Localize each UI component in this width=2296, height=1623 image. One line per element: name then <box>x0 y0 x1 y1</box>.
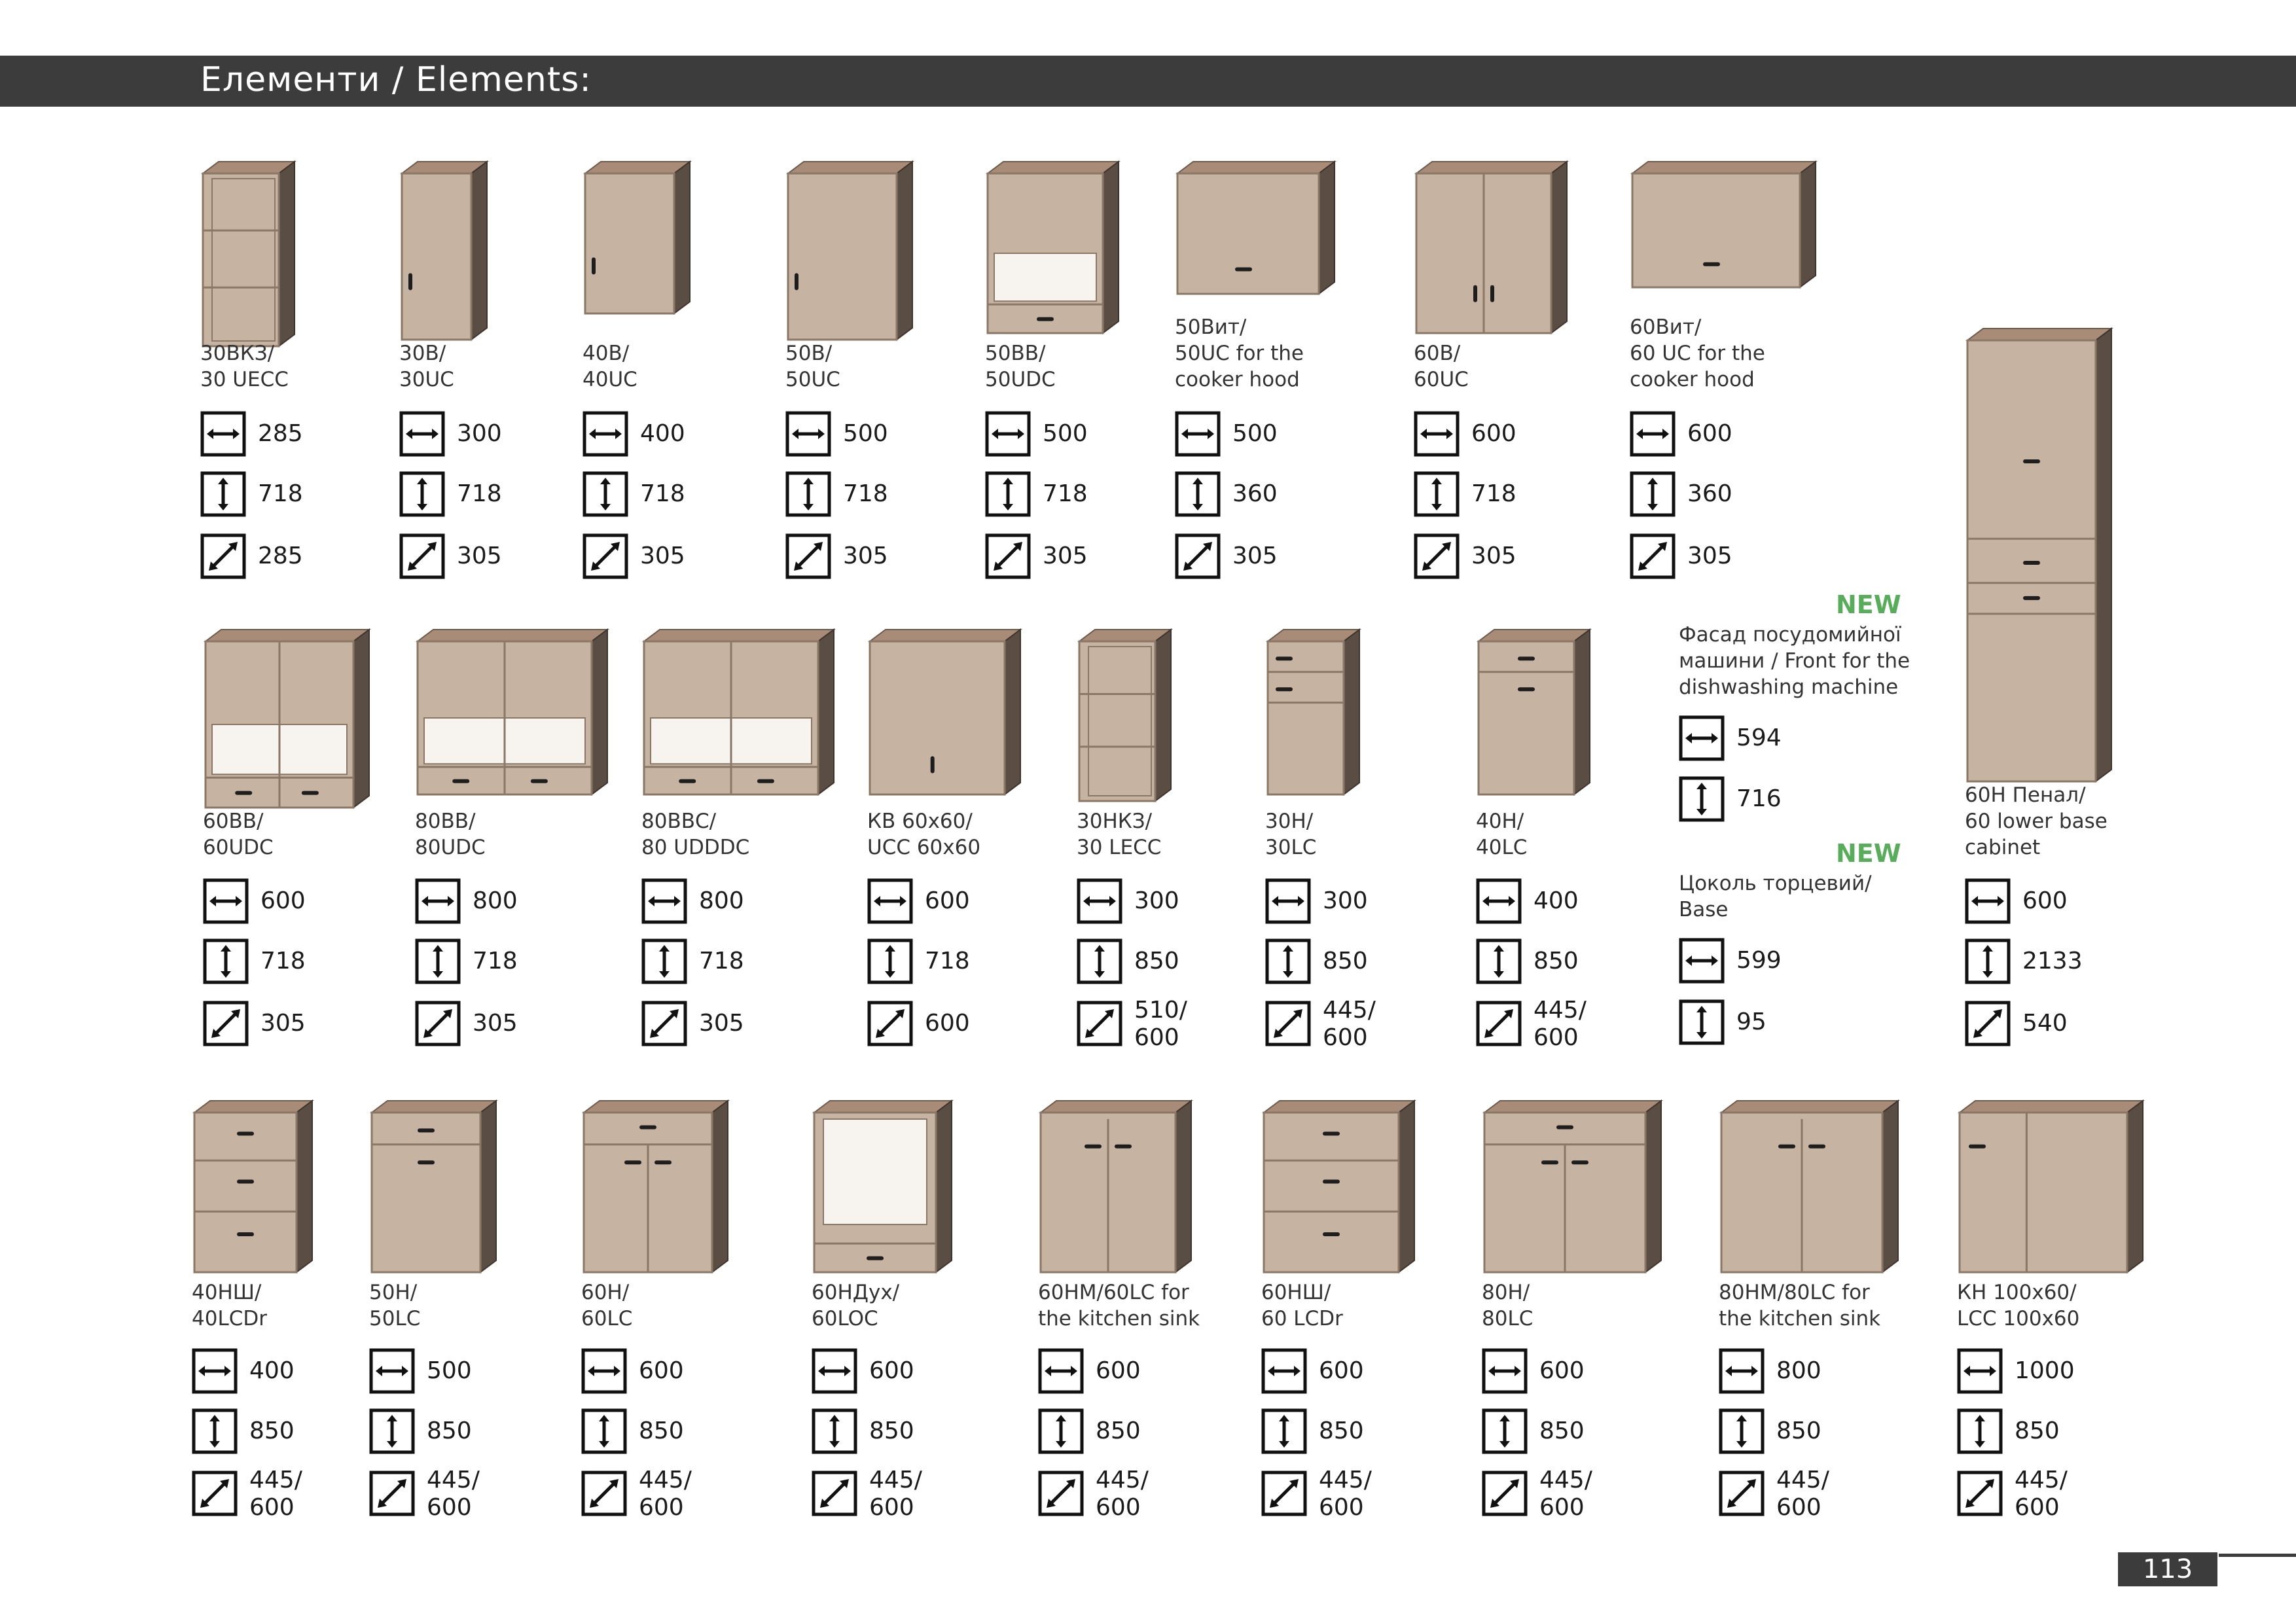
depth-value: 445/ 600 <box>1323 997 1376 1051</box>
height-value: 850 <box>1534 948 1579 974</box>
depth-value: 445/ 600 <box>639 1467 692 1521</box>
width-value: 600 <box>1687 420 1732 447</box>
width-value: 500 <box>1043 420 1088 447</box>
cabinet-illustration <box>867 628 1037 801</box>
item-label: 60В/ 60UC <box>1414 342 1469 391</box>
depth-value: 600 <box>925 1010 970 1037</box>
item-label: 60Н/ 60LC <box>581 1281 633 1330</box>
height-value: 718 <box>843 480 888 507</box>
depth-value: 285 <box>258 543 303 569</box>
item-label: 50ВВ/ 50UDC <box>985 342 1056 391</box>
item-label: 80Н/ 80LC <box>1482 1281 1534 1330</box>
cabinet-illustration <box>1077 628 1188 808</box>
height-value: 2133 <box>2022 948 2083 974</box>
item-label: 30НКЗ/ 30 LECC <box>1077 810 1162 859</box>
depth-value: 305 <box>473 1010 518 1037</box>
width-value: 600 <box>1096 1357 1141 1384</box>
item-label: КВ 60х60/ UCC 60х60 <box>867 810 981 859</box>
cabinet-illustration <box>1414 160 1584 340</box>
height-value: 850 <box>2015 1418 2060 1444</box>
height-value: 718 <box>473 948 518 974</box>
cabinet-illustration <box>1482 1099 1678 1279</box>
depth-value: 445/ 600 <box>1096 1467 1149 1521</box>
width-value: 600 <box>925 887 970 914</box>
depth-value: 305 <box>1232 543 1278 569</box>
height-value: 850 <box>1776 1418 1821 1444</box>
width-value: 800 <box>473 887 518 914</box>
item-label: 60ВВ/ 60UDC <box>203 810 274 859</box>
item-label: 40Н/ 40LC <box>1476 810 1528 859</box>
cabinet-illustration <box>1261 1099 1431 1279</box>
cabinet-illustration <box>985 160 1136 340</box>
depth-value: 510/ 600 <box>1134 997 1187 1051</box>
height-value: 718 <box>925 948 970 974</box>
height-value: 850 <box>1096 1418 1141 1444</box>
depth-value: 445/ 600 <box>427 1467 480 1521</box>
depth-value: 445/ 600 <box>1534 997 1587 1051</box>
cabinet-illustration <box>369 1099 513 1279</box>
item-label: 60НДух/ 60LOC <box>812 1281 900 1330</box>
item-label: 30ВКЗ/ 30 UECC <box>200 342 289 391</box>
item-label: 80НМ/80LC for the kitchen sink <box>1719 1281 1881 1330</box>
width-value: 600 <box>1539 1357 1585 1384</box>
height-value: 718 <box>260 948 306 974</box>
cabinet-illustration <box>785 160 929 346</box>
page-rule <box>2219 1554 2296 1557</box>
width-value: 400 <box>640 420 685 447</box>
item-label: 60НШ/ 60 LCDr <box>1261 1281 1343 1330</box>
width-value: 800 <box>699 887 744 914</box>
item-label: 80ВВС/ 80 UDDDC <box>641 810 750 859</box>
item-label: 30Н/ 30LC <box>1265 810 1317 859</box>
item-label: 40НШ/ 40LCDr <box>192 1281 267 1330</box>
width-value: 1000 <box>2015 1357 2075 1384</box>
cabinet-illustration <box>1965 327 2128 788</box>
height-value: 850 <box>869 1418 914 1444</box>
cabinet-illustration <box>192 1099 329 1279</box>
item-label: 30В/ 30UC <box>399 342 454 391</box>
height-value: 850 <box>1319 1418 1364 1444</box>
item-label: 40В/ 40UC <box>583 342 637 391</box>
height-value: 718 <box>258 480 303 507</box>
height-value: 718 <box>1471 480 1516 507</box>
cabinet-illustration <box>1265 628 1376 801</box>
depth-value: 305 <box>1687 543 1732 569</box>
new-badge: NEW <box>1836 839 1901 868</box>
item-label: 60НМ/60LC for the kitchen sink <box>1038 1281 1200 1330</box>
height-value: 850 <box>1539 1418 1585 1444</box>
width-value: 600 <box>260 887 306 914</box>
width-value: 500 <box>843 420 888 447</box>
depth-value: 445/ 600 <box>1539 1467 1592 1521</box>
item-label: 50В/ 50UC <box>785 342 840 391</box>
item-label: 50Вит/ 50UC for the cooker hood <box>1175 315 1304 391</box>
cabinet-illustration <box>1630 160 1833 294</box>
height-value: 850 <box>249 1418 295 1444</box>
width-value: 400 <box>1534 887 1579 914</box>
height-value: 718 <box>1043 480 1088 507</box>
height-value: 850 <box>639 1418 684 1444</box>
width-value: 300 <box>1323 887 1368 914</box>
cabinet-illustration <box>1719 1099 1915 1279</box>
item-label: Фасад посудомийної машини / Front for the dishwashing machine <box>1679 623 1910 699</box>
item-label: 50Н/ 50LC <box>369 1281 421 1330</box>
cabinet-illustration <box>812 1099 969 1279</box>
height-value: 718 <box>457 480 502 507</box>
height-value: 716 <box>1736 785 1782 812</box>
width-value: 600 <box>2022 887 2068 914</box>
width-value: 500 <box>427 1357 472 1384</box>
depth-value: 445/ 600 <box>869 1467 922 1521</box>
item-label: КН 100х60/ LCC 100х60 <box>1957 1281 2080 1330</box>
depth-value: 305 <box>640 543 685 569</box>
width-value: 500 <box>1232 420 1278 447</box>
width-value: 599 <box>1736 947 1782 974</box>
cabinet-illustration <box>415 628 624 801</box>
cabinet-illustration <box>581 1099 745 1279</box>
width-value: 600 <box>1471 420 1516 447</box>
cabinet-illustration <box>200 160 312 353</box>
depth-value: 305 <box>843 543 888 569</box>
depth-value: 445/ 600 <box>1319 1467 1372 1521</box>
item-label: 60Н Пенал/ 60 lower base cabinet <box>1965 783 2108 859</box>
depth-value: 305 <box>457 543 502 569</box>
height-value: 718 <box>699 948 744 974</box>
depth-value: 445/ 600 <box>2015 1467 2068 1521</box>
cabinet-illustration <box>1175 160 1352 300</box>
width-value: 285 <box>258 420 303 447</box>
cabinet-illustration <box>203 628 386 814</box>
page-number: 113 <box>2118 1552 2217 1586</box>
height-value: 850 <box>427 1418 472 1444</box>
height-value: 850 <box>1323 948 1368 974</box>
width-value: 594 <box>1736 724 1782 751</box>
depth-value: 305 <box>1043 543 1088 569</box>
width-value: 600 <box>1319 1357 1364 1384</box>
page-title: Елементи / Elements: <box>200 60 592 99</box>
cabinet-illustration <box>583 160 707 320</box>
cabinet-illustration <box>399 160 504 346</box>
width-value: 600 <box>869 1357 914 1384</box>
new-badge: NEW <box>1836 590 1901 619</box>
depth-value: 540 <box>2022 1010 2068 1037</box>
width-value: 300 <box>1134 887 1179 914</box>
width-value: 600 <box>639 1357 684 1384</box>
width-value: 400 <box>249 1357 295 1384</box>
height-value: 360 <box>1232 480 1278 507</box>
cabinet-illustration <box>1957 1099 2160 1279</box>
height-value: 360 <box>1687 480 1732 507</box>
height-value: 718 <box>640 480 685 507</box>
depth-value: 305 <box>260 1010 306 1037</box>
depth-value: 305 <box>1471 543 1516 569</box>
height-value: 850 <box>1134 948 1179 974</box>
item-label: 80ВВ/ 80UDC <box>415 810 486 859</box>
width-value: 300 <box>457 420 502 447</box>
width-value: 800 <box>1776 1357 1821 1384</box>
cabinet-illustration <box>641 628 851 801</box>
item-label: 60Вит/ 60 UC for the cooker hood <box>1630 315 1765 391</box>
height-value: 95 <box>1736 1008 1767 1035</box>
depth-value: 445/ 600 <box>249 1467 302 1521</box>
item-label: Цоколь торцевий/ Base <box>1679 872 1872 921</box>
depth-value: 305 <box>699 1010 744 1037</box>
cabinet-illustration <box>1038 1099 1208 1279</box>
cabinet-illustration <box>1476 628 1607 801</box>
depth-value: 445/ 600 <box>1776 1467 1829 1521</box>
